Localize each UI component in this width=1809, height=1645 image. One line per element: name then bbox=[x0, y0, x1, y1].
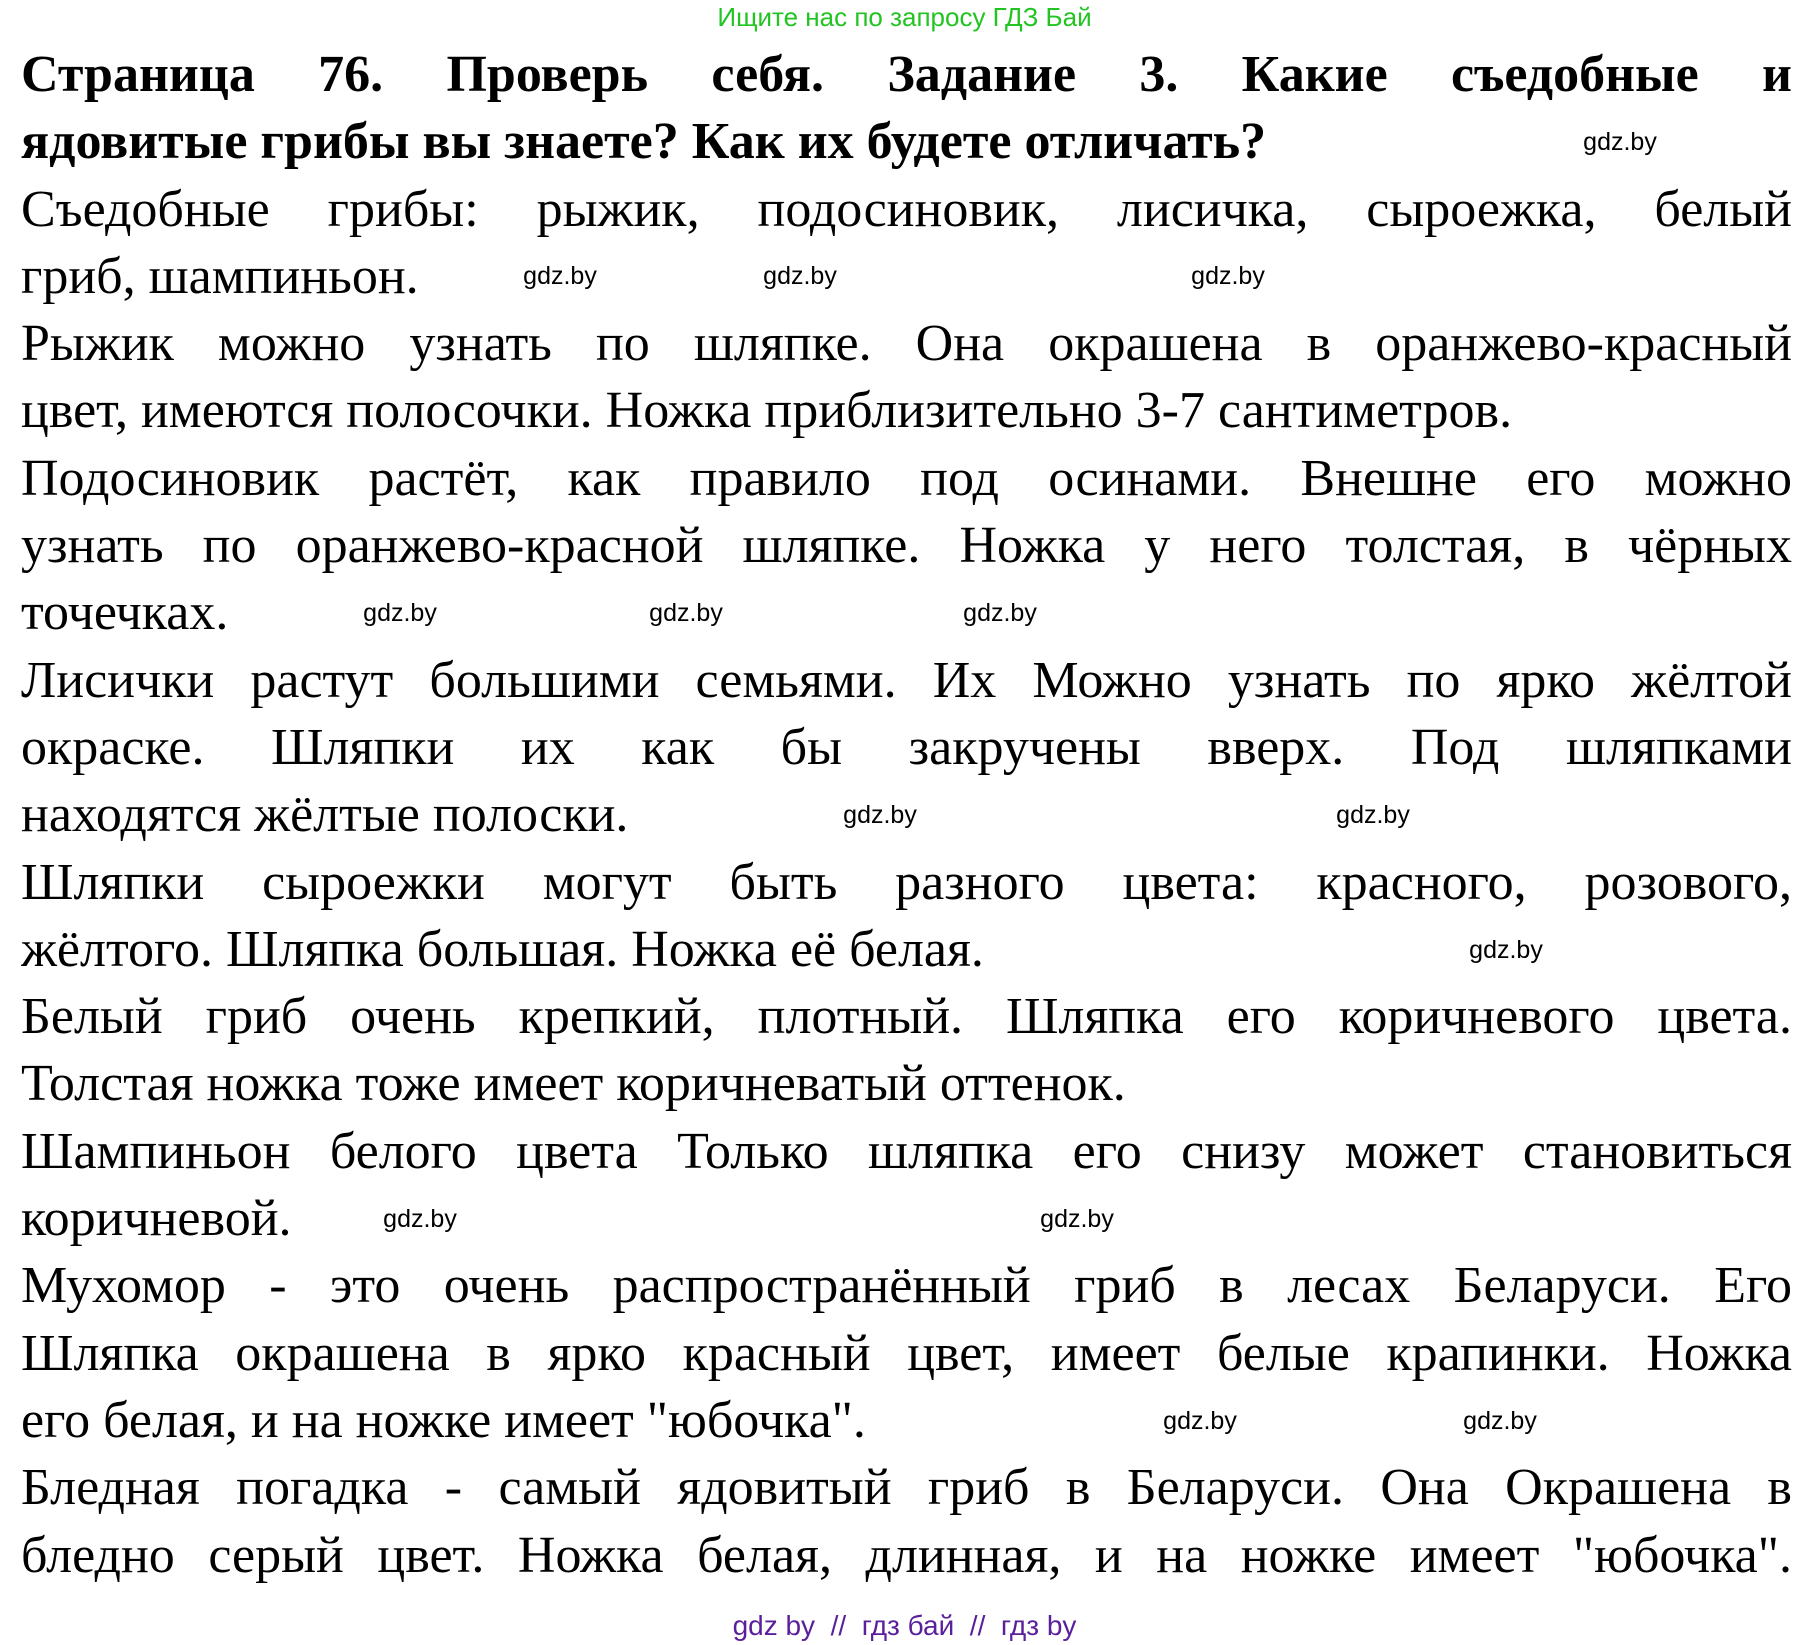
title-line: ядовитые грибы вы знаете? Как их будете отличать? bbox=[21, 113, 1267, 171]
text-line: Рыжик можно узнать по шляпке. Она окрашена в оранжево-красный bbox=[21, 315, 1792, 373]
paragraph-edible-list bbox=[21, 176, 1792, 311]
text-line: жёлтого. Шляпка большая. Ножка её белая. bbox=[21, 920, 984, 978]
paragraph-shampinon bbox=[21, 1118, 1792, 1253]
text-line: Белый гриб очень крепкий, плотный. Шляпка его коричневого цвета. bbox=[21, 988, 1792, 1046]
watermark: gdz.by bbox=[1336, 801, 1410, 829]
text-line: Толстая ножка тоже имеет коричневатый оттенок. bbox=[21, 1055, 1126, 1113]
task-title bbox=[21, 41, 1792, 176]
text-line: его белая, и на ножке имеет "юбочка". bbox=[21, 1391, 866, 1449]
footer-links: gdz by // гдз бай // гдз by bbox=[732, 1610, 1077, 1641]
watermark: gdz.by bbox=[1163, 1407, 1237, 1435]
paragraph-ryzhik bbox=[21, 310, 1792, 445]
watermark: gdz.by bbox=[1463, 1407, 1537, 1435]
watermark: gdz.by bbox=[1191, 262, 1265, 290]
text-line: коричневой. bbox=[21, 1190, 292, 1248]
text-line: находятся жёлтые полоски. bbox=[21, 786, 629, 844]
watermark: gdz.by bbox=[1040, 1205, 1114, 1233]
watermark: gdz.by bbox=[649, 599, 723, 627]
watermark: gdz.by bbox=[763, 262, 837, 290]
text-line: бледно серый цвет. Ножка белая, длинная, и на ножке имеет "юбочка". bbox=[21, 1526, 1792, 1584]
paragraph-podosinovik bbox=[21, 445, 1792, 647]
text-line: Съедобные грибы: рыжик, подосиновик, лисичка, сыроежка, белый bbox=[21, 180, 1792, 238]
text-line: Бледная погадка - самый ядовитый гриб в Беларуси. Она Окрашена в bbox=[21, 1459, 1792, 1517]
text-line: Подосиновик растёт, как правило под осинами. Внешне его можно bbox=[21, 449, 1792, 507]
watermark: gdz.by bbox=[363, 599, 437, 627]
text-line: точечках. bbox=[21, 584, 229, 642]
text-line: гриб, шампиньон. bbox=[21, 247, 419, 305]
text-line: Мухомор - это очень распространённый гриб в лесах Беларуси. Его bbox=[21, 1257, 1792, 1315]
watermark: gdz.by bbox=[963, 599, 1037, 627]
text-line: окраске. Шляпки их как бы закручены вверх. Под шляпками bbox=[21, 718, 1792, 776]
text-line: цвет, имеются полосочки. Ножка приблизительно 3-7 сантиметров. bbox=[21, 382, 1513, 440]
watermark: gdz.by bbox=[523, 262, 597, 290]
watermark: gdz.by bbox=[1583, 128, 1657, 156]
text-line: Шляпка окрашена в ярко красный цвет, имеет белые крапинки. Ножка bbox=[21, 1324, 1792, 1382]
paragraph-belyi-grib bbox=[21, 983, 1792, 1118]
watermark: gdz.by bbox=[843, 801, 917, 829]
title-line: Страница 76. Проверь себя. Задание 3. Какие съедобные и bbox=[21, 46, 1792, 103]
watermark: gdz.by bbox=[383, 1205, 457, 1233]
text-line: Лисички растут большими семьями. Их Можно узнать по ярко жёлтой bbox=[21, 651, 1792, 709]
text-line: узнать по оранжево-красной шляпке. Ножка у него толстая, в чёрных bbox=[21, 517, 1792, 575]
text-line: Шампиньон белого цвета Только шляпка его снизу может становиться bbox=[21, 1122, 1792, 1180]
text-line: Шляпки сыроежки могут быть разного цвета: красного, розового, bbox=[21, 853, 1792, 911]
search-promo-banner: Ищите нас по запросу ГДЗ Бай bbox=[717, 2, 1092, 32]
watermark: gdz.by bbox=[1469, 936, 1543, 964]
paragraph-blednaya-poganka bbox=[21, 1454, 1792, 1589]
